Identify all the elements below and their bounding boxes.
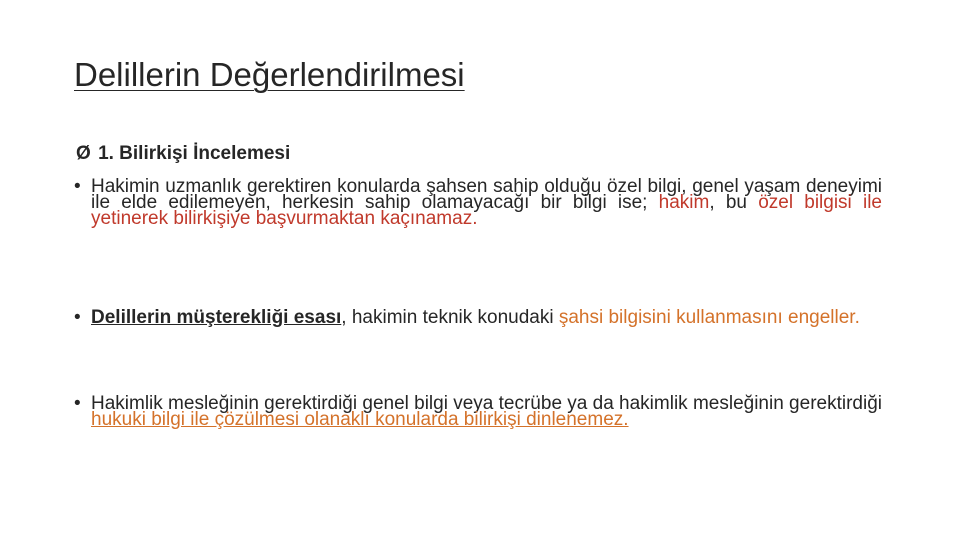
bullet-text [91,176,882,229]
bullet-text-part: Hakimlik mesleğinin gerektirdiği genel bilgi veya tecrübe ya da hakimlik mesleğinin gerektirdiği [91,393,882,414]
section-heading-text: 1. Bilirkişi İncelemesi [98,143,291,164]
bullet-text-part: , bu [709,192,759,213]
bullet-text-highlight: şahsi bilgisini kullanmasını engeller. [558,307,860,328]
bullet-item-uzman-bilgi [74,176,882,229]
bullet-text [91,393,882,430]
bullet-text-emphasis: Delillerin müşterekliği esası [91,307,342,328]
bullet-text-part: Hakimin uzmanlık gerektiren konularda şahsen sahip olduğu özel bilgi, genel yaşam deneyimi ile elde edilemeyen, herkesin sahip olamayacağı bir bilgi ise; [91,176,882,213]
bullet-text-highlight: hakim [658,192,710,213]
bullet-dot-icon: • [74,176,81,197]
section-heading [76,143,290,165]
bullet-text-part: , hakimin teknik konudaki [341,307,559,328]
bullet-item-hakimlik [74,393,882,430]
bullet-dot-icon: • [74,393,81,414]
bullet-text-highlight: özel bilgisi ile yetinerek bilirkişiye başvurmaktan kaçınamaz. [91,192,882,229]
bullet-item-musterekligi [74,307,882,328]
arrow-bullet-icon: Ø [76,143,91,164]
bullet-text [91,307,882,328]
slide-title: Delillerin Değerlendirilmesi [74,56,465,93]
bullet-text-highlight: hukuki bilgi ile çözülmesi olanaklı konularda bilirkişi dinlenemez. [91,409,629,430]
bullet-dot-icon: • [74,307,81,328]
